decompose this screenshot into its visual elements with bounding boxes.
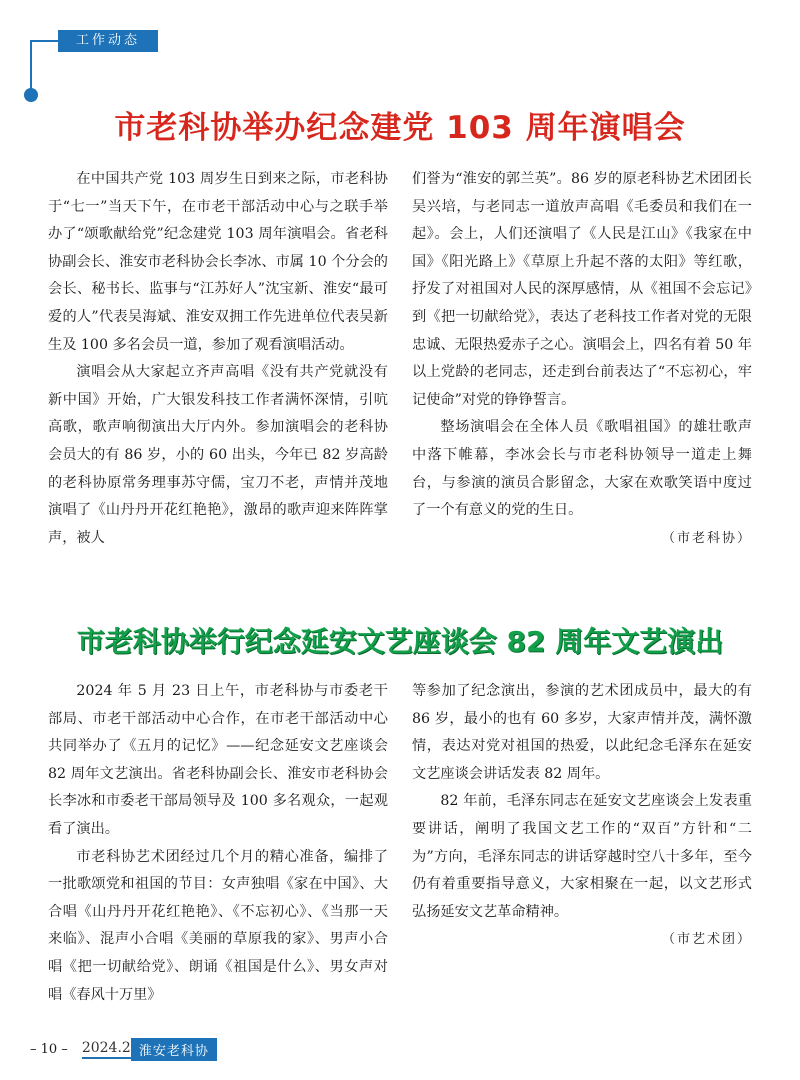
article1-paragraph: 整场演唱会在全体人员《歌唱祖国》的雄壮歌声中落下帷幕，李冰会长与市老科协领导一道走上舞台，与参演的演员合影留念，大家在欢歌笑语中度过了一个有意义的党的生日。 xyxy=(412,419,752,519)
article2-paragraph: 市老科协艺术团经过几个月的精心准备，编排了一批歌颂党和祖国的节目：女声独唱《家在中国》、大合唱《山丹丹开花红艳艳》、《不忘初心》、《当那一天来临》、混声小合唱《美丽的草原我的家》、男声小合唱《把一切献给党》、朗诵《祖国是什么》、男女声对唱《春风十万里》 xyxy=(48,848,388,1003)
article2-title: 市老科协举行纪念延安文艺座谈会 82 周年文艺演出 xyxy=(76,625,724,658)
article2-paragraph: 82 年前，毛泽东同志在延安文艺座谈会上发表重要讲话，阐明了我国文艺工作的“双百”方针和“二为”方向，毛泽东同志的讲话穿越时空八十多年，至今仍有着重要指导意义，大家相聚在一起，以文艺形式弘扬延安文艺革命精神。 xyxy=(412,793,752,920)
article1-left-column xyxy=(48,166,388,552)
article2-right-column xyxy=(412,678,752,954)
page-number: – 10 – xyxy=(30,1041,68,1057)
article1-source: （市老科协） xyxy=(661,530,752,546)
issue-number: 2024.2 xyxy=(82,1040,131,1059)
article2-paragraph: 2024 年 5 月 23 日上午，市老科协与市委老干部局、市老干部活动中心合作，在市老干部活动中心共同举办了《五月的记忆》——纪念延安文艺座谈会 82 周年文艺演出。省老科协副会长、淮安市老科协会长李冰和市委老干部局领导及 100 多名观众，一起观看了演出。 xyxy=(48,683,388,837)
article1-title: 市老科协举办纪念建党 103 周年演唱会 xyxy=(114,110,686,146)
article1-right-column xyxy=(412,166,752,552)
article2-source: （市艺术团） xyxy=(661,932,752,948)
header-rule xyxy=(30,40,58,42)
header-vertical-rule xyxy=(30,40,32,92)
page-footer xyxy=(30,1038,217,1060)
article1-paragraph: 们誉为“淮安的郭兰英”。86 岁的原老科协艺术团团长吴兴培，与老同志一道放声高唱《毛委员和我们在一起》。会上，人们还演唱了《人民是江山》《我家在中国》《阳光路上》《草原上升起不落的太阳》等红歌，抒发了对祖国对人民的深厚感情，从《祖国不会忘记》到《把一切献给党》，表达了老科技工作者对党的无限忠诚、无限热爱赤子之心。演唱会上，四名有着 50 年以上党龄的老同志，还走到台前表达了“不忘初心，牢记使命”对党的铮铮誓言。 xyxy=(412,171,752,408)
publication-name: 淮安老科协 xyxy=(131,1038,217,1061)
article1-paragraph: 演唱会从大家起立齐声高唱《没有共产党就没有新中国》开始，广大银发科技工作者满怀深情，引吭高歌，歌声响彻演出大厅内外。参加演唱会的老科协会员大的有 86 岁，小的 60 出头，今年已 82 岁高龄的老科协原常务理事苏守儒，宝刀不老，声情并茂地演唱了《山丹丹开花红艳艳》，激昂的歌声迎来阵阵掌声，被人 xyxy=(48,364,388,546)
section-label: 工作动态 xyxy=(58,30,158,52)
article2-paragraph: 等参加了纪念演出，参演的艺术团成员中，最大的有 86 岁，最小的也有 60 多岁，大家声情并茂，满怀激情，表达对党对祖国的热爱，以此纪念毛泽东在延安文艺座谈会讲话发表 82 周年。 xyxy=(412,683,752,782)
article1-paragraph: 在中国共产党 103 周岁生日到来之际，市老科协于“七一”当天下午，在市老干部活动中心与之联手举办了“颂歌献给党”纪念建党 103 周年演唱会。省老科协副会长、淮安市老科协会长李冰、市属 10 个分会的会长、秘书长、监事与“江苏好人”沈宝新、淮安“最可爱的人”代表吴海斌、淮安双拥工作先进单位代表吴新生及 100 多名会员一道，参加了观看演唱活动。 xyxy=(48,171,388,353)
article2-left-column xyxy=(48,678,388,1009)
header-dot xyxy=(24,88,38,102)
